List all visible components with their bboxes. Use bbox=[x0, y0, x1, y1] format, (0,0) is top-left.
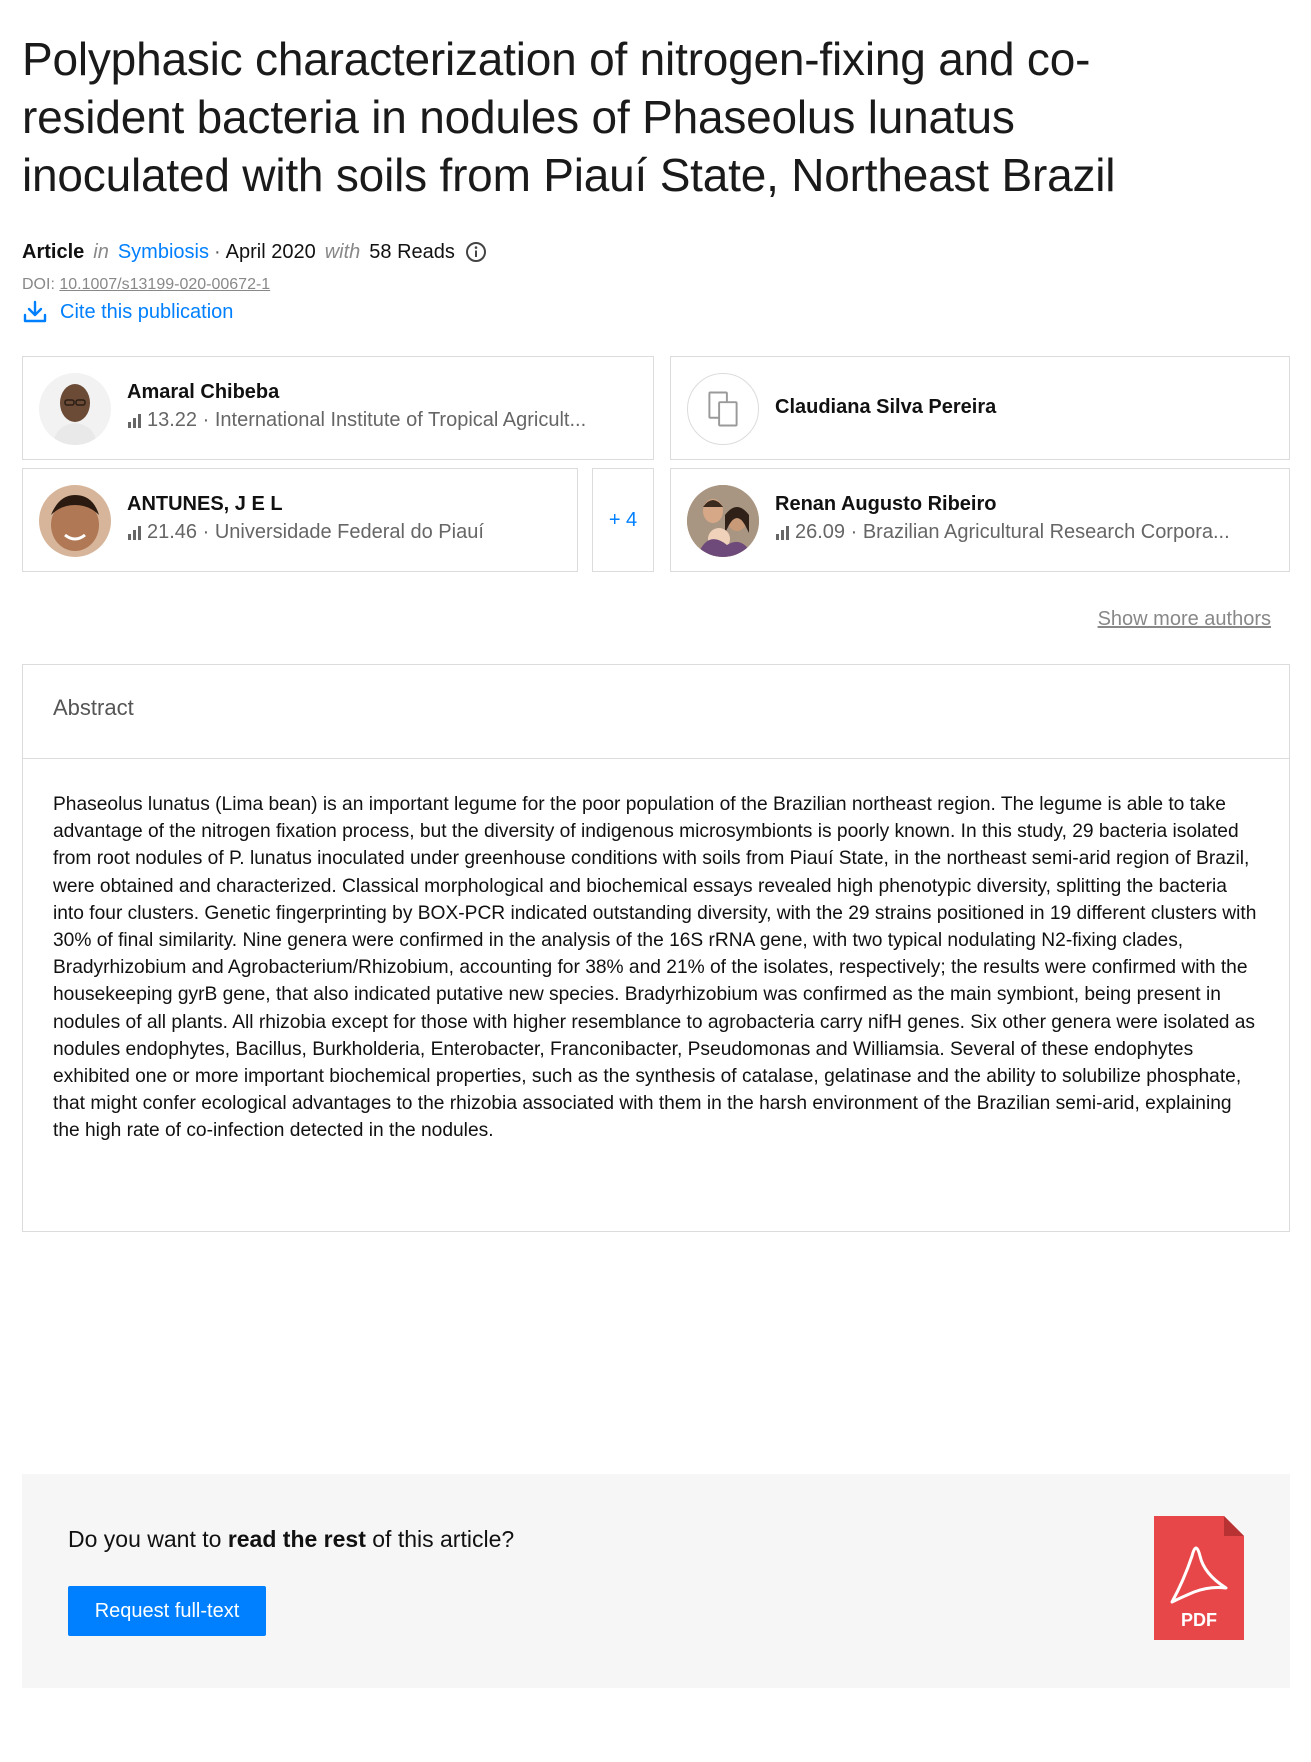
more-authors-button[interactable]: + 4 bbox=[592, 468, 654, 572]
show-more-authors-link[interactable]: Show more authors bbox=[1097, 608, 1271, 630]
score-bars-icon bbox=[775, 526, 791, 540]
cta-question-post: of this article? bbox=[365, 1526, 515, 1552]
pdf-icon bbox=[1154, 1516, 1244, 1640]
avatar bbox=[687, 485, 759, 557]
score-bars-icon bbox=[127, 414, 143, 428]
article-type: Article bbox=[22, 241, 85, 263]
abstract-heading: Abstract bbox=[23, 665, 1289, 759]
article-meta bbox=[22, 238, 487, 266]
doi-label: DOI: bbox=[22, 276, 55, 293]
author-card-amaral-chibeba[interactable] bbox=[22, 356, 654, 460]
score-bars-icon bbox=[127, 526, 143, 540]
author-stats: 26.09 · Brazilian Agricultural Research Corpora... bbox=[775, 521, 1271, 544]
article-title: Polyphasic characterization of nitrogen-fixing and co-resident bacteria in nodules of Phaseolus lunatus inoculated with soils from Piauí State, Northeast Brazil bbox=[22, 33, 1116, 201]
author-card-antunes[interactable] bbox=[22, 468, 578, 572]
author-card-claudiana-silva-pereira[interactable] bbox=[670, 356, 1290, 460]
author-score: 21.46 bbox=[147, 521, 198, 543]
full-text-cta bbox=[22, 1474, 1290, 1688]
author-affiliation: Universidade Federal do Piauí bbox=[214, 521, 484, 543]
pdf-label: PDF bbox=[1181, 1610, 1217, 1630]
avatar bbox=[39, 485, 111, 557]
author-affiliation: International Institute of Tropical Agricult... bbox=[214, 409, 587, 431]
cta-question bbox=[68, 1526, 514, 1553]
reads-count: 58 Reads bbox=[369, 241, 455, 263]
abstract-panel bbox=[22, 664, 1290, 1232]
info-icon[interactable] bbox=[465, 241, 487, 263]
author-name[interactable]: Claudiana Silva Pereira bbox=[775, 396, 997, 418]
doi-line bbox=[22, 274, 270, 296]
author-affiliation: Brazilian Agricultural Research Corpora... bbox=[862, 521, 1230, 543]
in-word: in bbox=[93, 241, 109, 263]
author-stats: 13.22 · International Institute of Tropical Agricult... bbox=[127, 409, 637, 432]
author-score: 13.22 bbox=[147, 409, 198, 431]
author-score: 26.09 bbox=[795, 521, 846, 543]
author-name[interactable]: Renan Augusto Ribeiro bbox=[775, 493, 997, 515]
cite-publication-button[interactable] bbox=[22, 298, 233, 326]
doi-link[interactable]: 10.1007/s13199-020-00672-1 bbox=[59, 276, 271, 293]
separator-dot: · bbox=[213, 241, 221, 263]
cta-question-bold: read the rest bbox=[227, 1526, 366, 1552]
publication-date: April 2020 bbox=[225, 241, 316, 263]
cite-label: Cite this publication bbox=[60, 301, 234, 323]
download-icon bbox=[22, 299, 48, 325]
cta-question-pre: Do you want to bbox=[68, 1526, 228, 1552]
with-word: with bbox=[324, 241, 361, 263]
author-card-renan-augusto-ribeiro[interactable] bbox=[670, 468, 1290, 572]
avatar bbox=[39, 373, 111, 445]
abstract-text: Phaseolus lunatus (Lima bean) is an important legume for the poor population of the Brazilian northeast region. The legume is able to take advantage of the nitrogen fixation process, but the diversity of indigenous microsymbionts is poorly known. In this study, 29 bacteria isolated from root nodules of P. lunatus inoculated under greenhouse conditions with soils from Piauí State, in the northeast semi-arid region of Brazil, were obtained and characterized. Classical morphological and biochemical essays revealed high phenotypic diversity, splitting the bacteria into four clusters. Genetic fingerprinting by BOX-PCR indicated outstanding diversity, with the 29 strains positioned in 19 different clusters with 30% of final similarity. Nine genera were confirmed in the analysis of the 16S rRNA gene, with two typical nodulating N2-fixing clades, Bradyrhizobium and Agrobacterium/Rhizobium, accounting for 38% and 21% of the isolates, respectively; the results were confirmed with the housekeeping gyrB gene, that also indicated putative new species. Bradyrhizobium was confirmed as the main symbiont, being present in nodules of all plants. All rhizobia except for those with higher resemblance to agrobacteria carry nifH genes. Six other genera were isolated as nodules endophytes, Bacillus, Burkholderia, Enterobacter, Franconibacter, Pseudomonas and Williamsia. Several of these endophytes exhibited one or more important biochemical properties, such as the synthesis of catalase, gelatinase and the ability to solubilize phosphate, that might confer ecological advantages to the rhizobia associated with them in the harsh environment of the Brazilian semi-arid, explaining the high rate of co-infection detected in the nodules. bbox=[53, 794, 1257, 1142]
placeholder-avatar-icon bbox=[687, 373, 759, 445]
author-stats: 21.46 · Universidade Federal do Piauí bbox=[127, 521, 567, 544]
request-full-text-button[interactable]: Request full-text bbox=[68, 1586, 266, 1636]
journal-link[interactable]: Symbiosis bbox=[117, 241, 209, 263]
author-name[interactable]: ANTUNES, J E L bbox=[127, 493, 283, 515]
author-name[interactable]: Amaral Chibeba bbox=[127, 381, 280, 403]
